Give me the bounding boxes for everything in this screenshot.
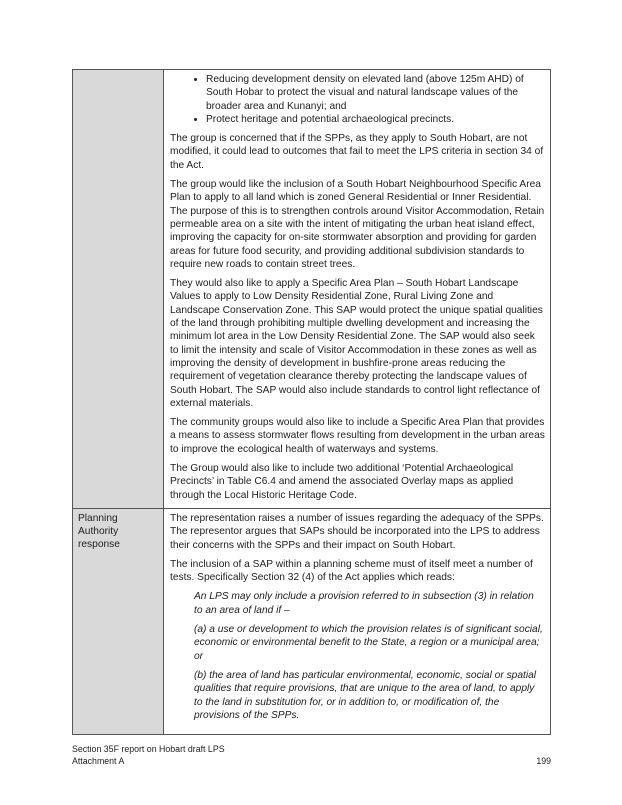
paragraph: The group would like the inclusion of a South Hobart Neighbourhood Specific Area Plan to apply to all land which is zoned General Residential or Inner Residential. The purpose of this is to strengthen controls around Visitor Accommodation, Retain permeable area on a site with the intent of mitigating the urban heat island effect, improving the capacity for on-site stormwater absorption and providing for garden areas for future food security, and providing additional subdivision standards to require new roads to contain street trees. <box>170 179 545 270</box>
submission-content-cell <box>164 70 550 508</box>
paragraph: The community groups would also like to include a Specific Area Plan that provides a means to assess stormwater flows resulting from development in the urban areas to improve the ecological health of waterways and systems. <box>170 417 545 455</box>
act-quote: (a) a use or development to which the provision relates is of significant social, economic or environmental benefit to the State, a region or a municipal area; or <box>194 624 543 662</box>
table-row-submission <box>73 70 550 508</box>
act-quote: An LPS may only include a provision referred to in subsection (3) in relation to an area of land if – <box>194 591 534 616</box>
page-footer <box>72 744 551 767</box>
paragraph: The inclusion of a SAP within a planning scheme must of itself meet a number of tests. Specifically Section 32 (4) of the Act applies which reads: <box>170 558 533 584</box>
footer-report-title: Section 35F report on Hobart draft LPS <box>72 744 225 754</box>
report-table <box>72 69 551 735</box>
paragraph: They would also like to apply a Specific Area Plan – South Hobart Landscape Values to apply to Low Density Residential Zone, Rural Living Zone and Landscape Conservation Zone. This SAP would protect the unique spatial qualities of the land through prohibiting multiple dwelling development and increasing the minimum lot area in the Low Density Residential Zone. The SAP would also seek to limit the intensity and scale of Visitor Accommodation in these zones as well as improving the density of development in bushfire-prone areas reducing the requirement of vegetation clearance thereby protecting the landscape values of South Hobart. The SAP would also include standards to control light reflectance of external materials. <box>170 278 543 409</box>
table-row-planning-response <box>73 508 550 734</box>
paragraph: The group is concerned that if the SPPs, as they apply to South Hobart, are not modified, it could lead to outcomes that fail to meet the LPS criteria in section 34 of the Act. <box>170 133 544 171</box>
footer-attachment: Attachment A <box>72 755 125 766</box>
paragraph: The representation raises a number of issues regarding the adequacy of the SPPs. The representor argues that SAPs should be incorporated into the LPS to address their concerns with the SPPs and their impact on South Hobart. <box>170 513 544 551</box>
row-label-cell <box>73 70 164 508</box>
response-content-cell <box>164 509 550 734</box>
bullet-item: • Protect heritage and potential archaeological precincts. <box>206 113 545 126</box>
row-label-cell: Planning Authority response <box>73 509 164 734</box>
bullet-item: • Reducing development density on elevated land (above 125m AHD) of South Hobar to protect the visual and natural landscape values of the broader area and Kunanyi; and <box>206 73 545 113</box>
paragraph: The Group would also like to include two additional ‘Potential Archaeological Precincts’ in Table C6.4 and amend the associated Overlay maps as applied through the Local Historic Heritage Code. <box>170 463 514 501</box>
page-number: 199 <box>536 755 551 766</box>
bullet-list <box>170 73 545 126</box>
act-quote: (b) the area of land has particular environmental, economic, social or spatial qualities that require provisions, that are unique to the area of land, to apply to the land in substitution for, or in addition to, or modification of, the provisions of the SPPs. <box>194 669 537 721</box>
